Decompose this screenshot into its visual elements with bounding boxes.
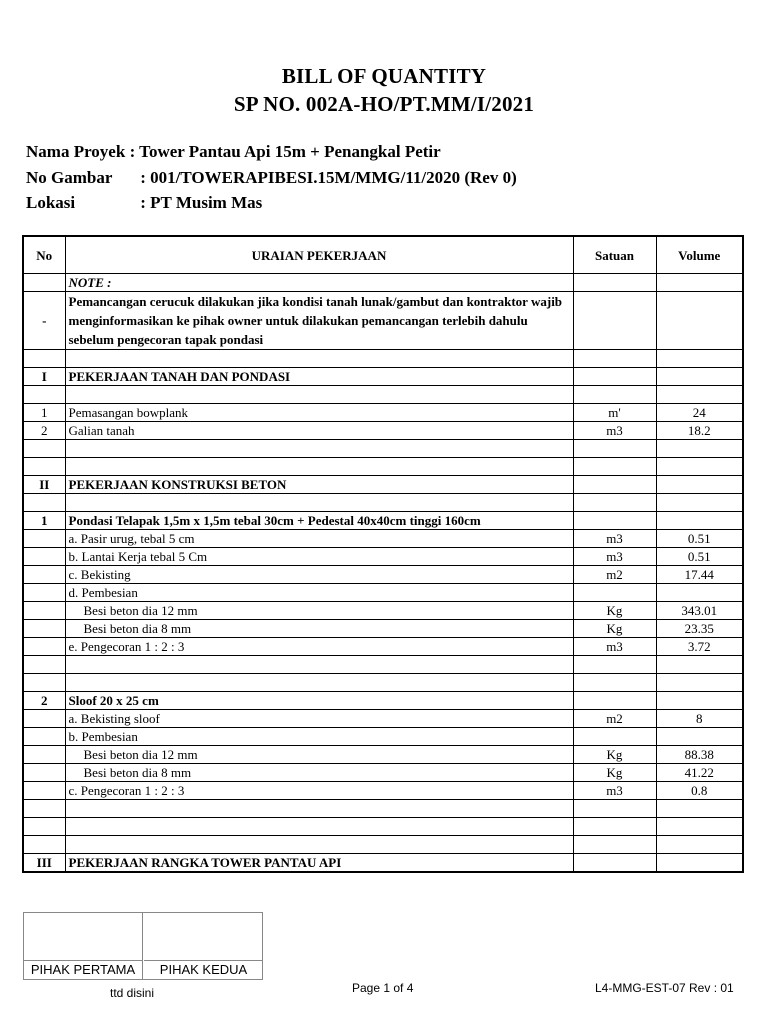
signature-note: ttd disini bbox=[110, 986, 155, 1000]
project-name-value: : Tower Pantau Api 15m + Penangkal Petir bbox=[129, 142, 441, 161]
subsection-row bbox=[23, 692, 743, 710]
table-row bbox=[23, 602, 743, 620]
section-1-no: I bbox=[23, 368, 65, 386]
row-volume: 18.2 bbox=[656, 422, 743, 440]
row-desc: Besi beton dia 12 mm bbox=[65, 746, 573, 764]
row-unit: m' bbox=[573, 404, 656, 422]
row-unit: m2 bbox=[573, 566, 656, 584]
note-row bbox=[23, 292, 743, 350]
row-unit: m3 bbox=[573, 638, 656, 656]
sp-number: SP NO. 002A-HO/PT.MM/I/2021 bbox=[233, 92, 535, 116]
section-row bbox=[23, 368, 743, 386]
blank-row bbox=[23, 818, 743, 836]
sub-2-no: 2 bbox=[23, 692, 65, 710]
section-row bbox=[23, 854, 743, 873]
header-no: No bbox=[23, 236, 65, 274]
signature-second-party bbox=[144, 913, 263, 979]
drawing-number-label: No Gambar bbox=[26, 168, 113, 187]
row-volume: 0.8 bbox=[656, 782, 743, 800]
row-unit: m3 bbox=[573, 548, 656, 566]
blank-row bbox=[23, 656, 743, 674]
location-value: : PT Musim Mas bbox=[140, 193, 263, 212]
table-row bbox=[23, 782, 743, 800]
row-unit: m3 bbox=[573, 782, 656, 800]
blank-row bbox=[23, 494, 743, 512]
row-volume: 0.51 bbox=[656, 530, 743, 548]
blank-row bbox=[23, 386, 743, 404]
row-volume: 24 bbox=[656, 404, 743, 422]
document-title: BILL OF QUANTITY bbox=[281, 64, 487, 88]
table-row bbox=[23, 746, 743, 764]
table-row bbox=[23, 710, 743, 728]
row-desc: a. Pasir urug, tebal 5 cm bbox=[65, 530, 573, 548]
blank-row bbox=[23, 800, 743, 818]
table-row bbox=[23, 764, 743, 782]
page-number: Page 1 of 4 bbox=[352, 981, 414, 995]
row-unit bbox=[573, 728, 656, 746]
sub-1-title: Pondasi Telapak 1,5m x 1,5m tebal 30cm + Pedestal 40x40cm tinggi 160cm bbox=[65, 512, 573, 530]
row-desc: c. Bekisting bbox=[65, 566, 573, 584]
table-row bbox=[23, 548, 743, 566]
table-row bbox=[23, 638, 743, 656]
section-2-no: II bbox=[23, 476, 65, 494]
row-desc: b. Lantai Kerja tebal 5 Cm bbox=[65, 548, 573, 566]
table-row bbox=[23, 530, 743, 548]
row-unit bbox=[573, 584, 656, 602]
row-desc: Besi beton dia 8 mm bbox=[65, 620, 573, 638]
blank-row bbox=[23, 440, 743, 458]
blank-row bbox=[23, 836, 743, 854]
row-unit: Kg bbox=[573, 620, 656, 638]
header-satuan: Satuan bbox=[573, 236, 656, 274]
row-desc: Galian tanah bbox=[65, 422, 573, 440]
project-name-label: Nama Proyek bbox=[26, 142, 126, 161]
row-unit: Kg bbox=[573, 746, 656, 764]
row-unit: m2 bbox=[573, 710, 656, 728]
table-header-row bbox=[23, 236, 743, 274]
subsection-row bbox=[23, 512, 743, 530]
row-volume bbox=[656, 728, 743, 746]
blank-row bbox=[23, 350, 743, 368]
first-party-label: PIHAK PERTAMA bbox=[24, 960, 142, 979]
row-desc: b. Pembesian bbox=[65, 728, 573, 746]
row-volume: 17.44 bbox=[656, 566, 743, 584]
drawing-number-value: : 001/TOWERAPIBESI.15M/MMG/11/2020 (Rev 0) bbox=[140, 168, 517, 187]
row-unit: m3 bbox=[573, 422, 656, 440]
note-label: NOTE : bbox=[65, 274, 573, 292]
section-3-no: III bbox=[23, 854, 65, 873]
row-volume: 41.22 bbox=[656, 764, 743, 782]
row-unit: Kg bbox=[573, 602, 656, 620]
sub-2-title: Sloof 20 x 25 cm bbox=[65, 692, 573, 710]
row-desc: Besi beton dia 8 mm bbox=[65, 764, 573, 782]
row-desc: Pemasangan bowplank bbox=[65, 404, 573, 422]
row-volume bbox=[656, 584, 743, 602]
drawing-number-row bbox=[26, 168, 517, 188]
row-desc: e. Pengecoran 1 : 2 : 3 bbox=[65, 638, 573, 656]
signature-first-party bbox=[24, 913, 143, 979]
header-volume: Volume bbox=[656, 236, 743, 274]
second-party-label: PIHAK KEDUA bbox=[144, 960, 263, 979]
blank-row bbox=[23, 674, 743, 692]
document-reference: L4-MMG-EST-07 Rev : 01 bbox=[595, 981, 734, 995]
row-no: 2 bbox=[23, 422, 65, 440]
project-name-row bbox=[26, 142, 441, 162]
table-row bbox=[23, 620, 743, 638]
table-row bbox=[23, 584, 743, 602]
row-volume: 0.51 bbox=[656, 548, 743, 566]
row-unit: m3 bbox=[573, 530, 656, 548]
signature-box bbox=[23, 912, 263, 980]
row-volume: 343.01 bbox=[656, 602, 743, 620]
table-row bbox=[23, 422, 743, 440]
boq-table bbox=[22, 235, 744, 873]
blank-row bbox=[23, 458, 743, 476]
row-desc: a. Bekisting sloof bbox=[65, 710, 573, 728]
row-unit: Kg bbox=[573, 764, 656, 782]
row-desc: d. Pembesian bbox=[65, 584, 573, 602]
section-2-title: PEKERJAAN KONSTRUKSI BETON bbox=[65, 476, 573, 494]
note-no: - bbox=[23, 292, 65, 350]
section-row bbox=[23, 476, 743, 494]
sub-1-no: 1 bbox=[23, 512, 65, 530]
row-volume: 8 bbox=[656, 710, 743, 728]
row-volume: 88.38 bbox=[656, 746, 743, 764]
table-row bbox=[23, 404, 743, 422]
row-no: 1 bbox=[23, 404, 65, 422]
location-label: Lokasi bbox=[26, 193, 76, 212]
row-volume: 3.72 bbox=[656, 638, 743, 656]
section-3-title: PEKERJAAN RANGKA TOWER PANTAU API bbox=[65, 854, 573, 873]
row-volume: 23.35 bbox=[656, 620, 743, 638]
note-label-row bbox=[23, 274, 743, 292]
header-uraian: URAIAN PEKERJAAN bbox=[65, 236, 573, 274]
location-row bbox=[26, 193, 262, 213]
note-text: Pemancangan cerucuk dilakukan jika kondisi tanah lunak/gambut dan kontraktor wajib menginformasikan ke pihak owner untuk dilakukan pemancangan terlebih dahulu sebelum pengecoran tapak pondasi bbox=[65, 292, 573, 350]
table-row bbox=[23, 728, 743, 746]
table-row bbox=[23, 566, 743, 584]
row-desc: Besi beton dia 12 mm bbox=[65, 602, 573, 620]
section-1-title: PEKERJAAN TANAH DAN PONDASI bbox=[65, 368, 573, 386]
row-desc: c. Pengecoran 1 : 2 : 3 bbox=[65, 782, 573, 800]
